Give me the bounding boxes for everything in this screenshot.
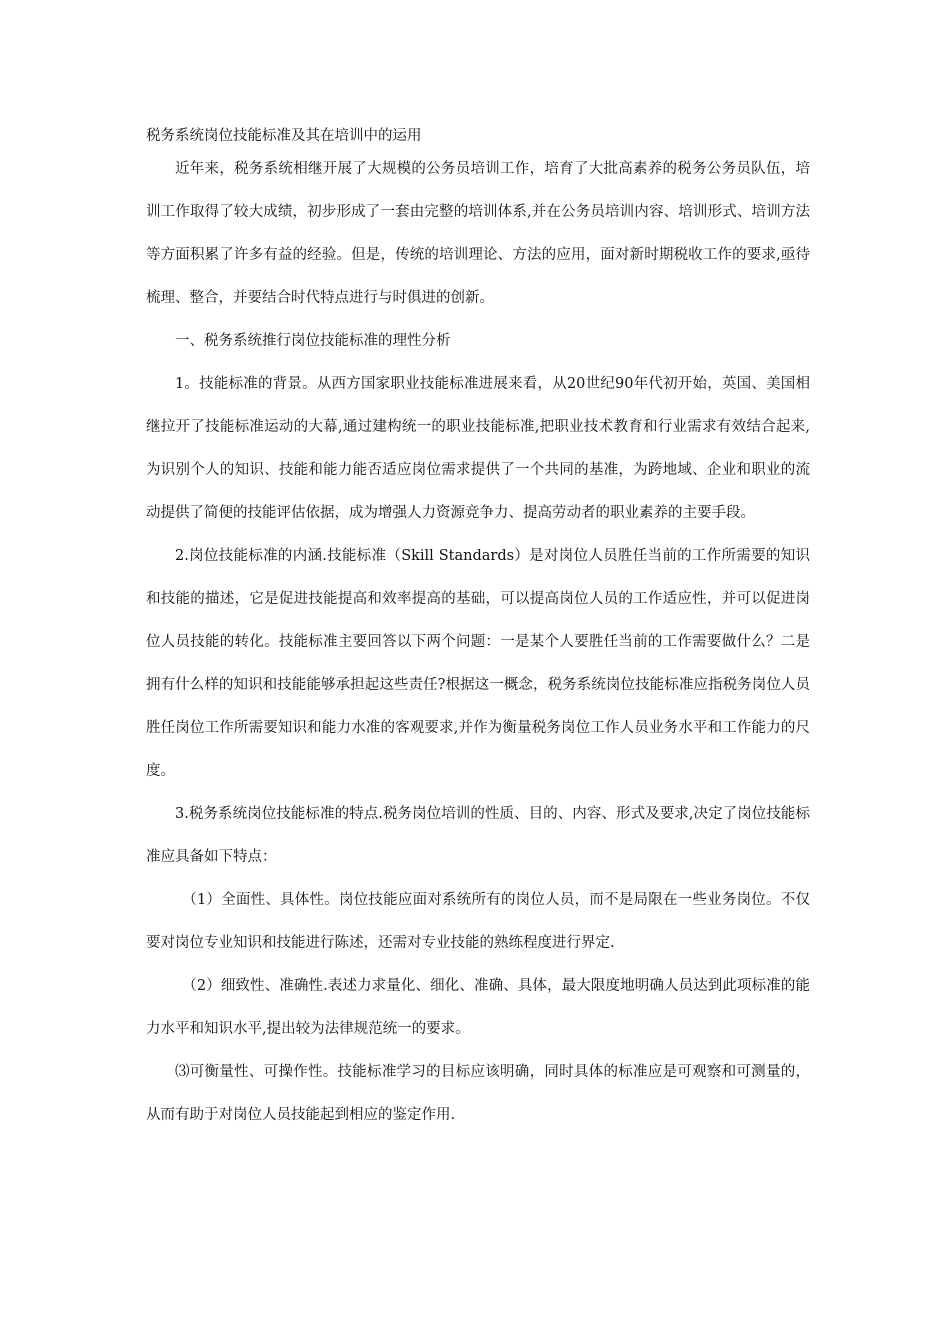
document-body [146,126,810,1137]
document-title: 税务系统岗位技能标准及其在培训中的运用 [146,128,422,144]
section-heading: 一、税务系统推行岗位技能标准的理性分析 [175,333,451,349]
intro-paragraph: 近年来，税务系统相继开展了大规模的公务员培训工作，培育了大批高素养的税务公务员队伍，培训工作取得了较大成绩，初步形成了一套由完整的培训体系,并在公务员培训内容、培训形式、培训方法等方面积累了许多有益的经验。但是，传统的培训理论、方法的应用，面对新时期税收工作的要求,亟待梳理、整合，并要结合时代特点进行与时俱进的创新。 [146,161,810,306]
feature-item-1: （1）全面性、具体性。岗位技能应面对系统所有的岗位人员，而不是局限在一些业务岗位。不仅要对岗位专业知识和技能进行陈述，还需对专业技能的熟练程度进行界定. [146,892,810,951]
paragraph-features: 3.税务系统岗位技能标准的特点.税务岗位培训的性质、目的、内容、形式及要求,决定了岗位技能标准应具备如下特点： [146,806,810,865]
paragraph-background: 1。技能标准的背景。从西方国家职业技能标准进展来看，从20世纪90年代初开始，英国、美国相继拉开了技能标准运动的大幕,通过建构统一的职业技能标准,把职业技术教育和行业需求有效结合起来,为识别个人的知识、技能和能力能否适应岗位需求提供了一个共同的基准，为跨地域、企业和职业的流动提供了简便的技能评估依据，成为增强人力资源竞争力、提高劳动者的职业素养的主要手段。 [146,376,810,521]
feature-item-2: （2）细致性、准确性.表述力求量化、细化、准确、具体，最大限度地明确人员达到此项标准的能力水平和知识水平,提出较为法律规范统一的要求。 [146,978,810,1037]
feature-item-3: ⑶可衡量性、可操作性。技能标准学习的目标应该明确，同时具体的标准应是可观察和可测量的，从而有助于对岗位人员技能起到相应的鉴定作用. [146,1064,810,1123]
paragraph-connotation: 2.岗位技能标准的内涵.技能标准（Skill Standards）是对岗位人员胜任当前的工作所需要的知识和技能的描述，它是促进技能提高和效率提高的基础，可以提高岗位人员的工作适应性，并可以促进岗位人员技能的转化。技能标准主要回答以下两个问题：一是某个人要胜任当前的工作需要做什么？二是拥有什么样的知识和技能能够承担起这些责任?根据这一概念，税务系统岗位技能标准应指税务岗位人员胜任岗位工作所需要知识和能力水准的客观要求,并作为衡量税务岗位工作人员业务水平和工作能力的尺度。 [146,548,810,779]
